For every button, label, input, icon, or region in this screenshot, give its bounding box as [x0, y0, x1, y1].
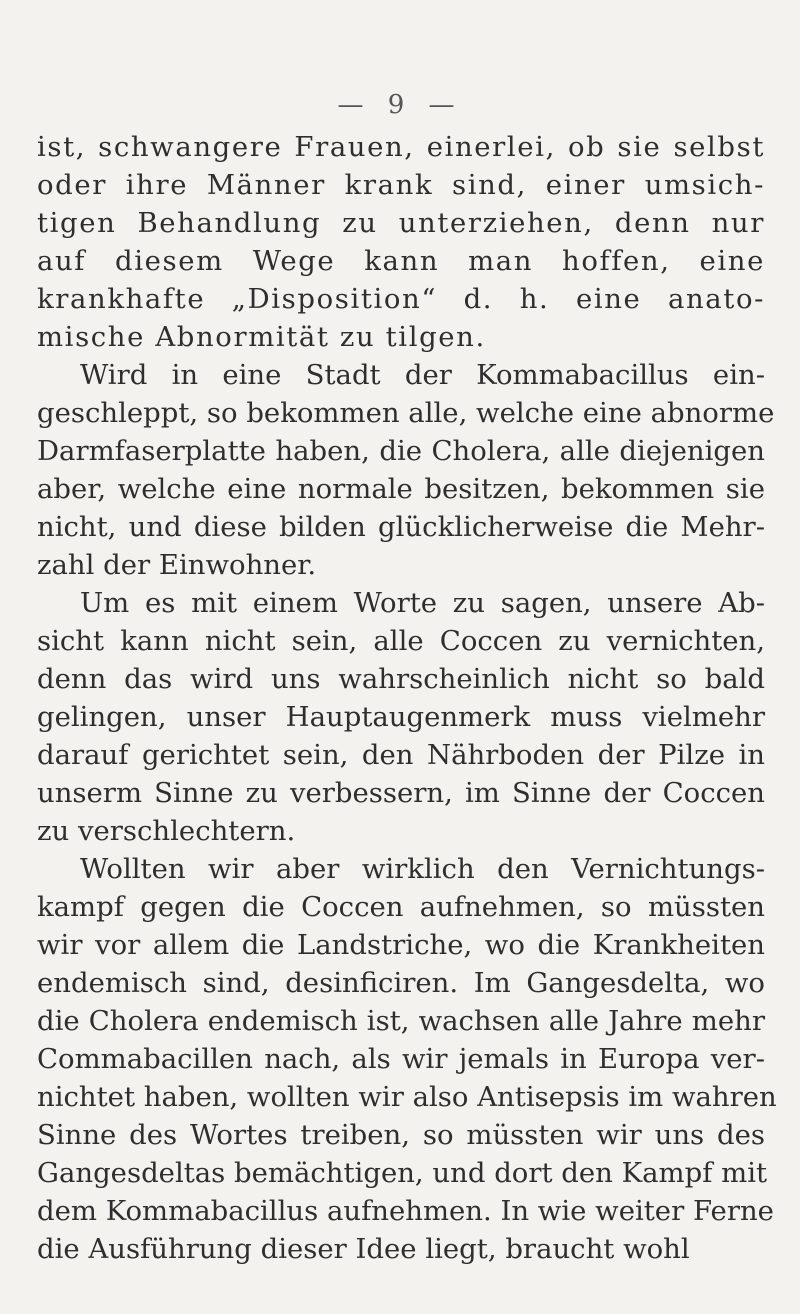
text-line: tigen Behandlung zu unterziehen, denn nur — [37, 207, 765, 239]
text-line: dem Kommabacillus aufnehmen. In wie weiter Ferne — [37, 1195, 774, 1227]
page-number: — 9 — — [337, 90, 463, 120]
text-line: auf diesem Wege kann man hoffen, eine — [37, 245, 765, 277]
text-line: sicht kann nicht sein, alle Coccen zu vernichten, — [37, 625, 765, 657]
text-line: gelingen, unser Hauptaugenmerk muss vielmehr — [37, 701, 765, 733]
text-line: aber, welche eine normale besitzen, bekommen sie — [37, 473, 765, 505]
text-line: die Ausführung dieser Idee liegt, braucht wohl — [37, 1233, 690, 1265]
text-line: Wird in eine Stadt der Kommabacillus ein- — [80, 359, 765, 391]
text-line: Wollten wir aber wirklich den Vernichtungs- — [80, 853, 765, 885]
text-line: kampf gegen die Coccen aufnehmen, so müssten — [37, 891, 765, 923]
text-line: darauf gerichtet sein, den Nährboden der Pilze in — [37, 739, 765, 771]
text-line: unserm Sinne zu verbessern, im Sinne der Coccen — [37, 777, 765, 809]
text-line: Gangesdeltas bemächtigen, und dort den Kampf mit — [37, 1157, 768, 1189]
text-line: denn das wird uns wahrscheinlich nicht so bald — [37, 663, 765, 695]
text-line: Um es mit einem Worte zu sagen, unsere Ab- — [80, 587, 765, 619]
text-line: zahl der Einwohner. — [37, 549, 317, 581]
text-line: endemisch sind, desinficiren. Im Gangesdelta, wo — [37, 967, 765, 999]
text-line: die Cholera endemisch ist, wachsen alle Jahre mehr — [37, 1005, 765, 1037]
text-line: zu verschlechtern. — [37, 815, 296, 847]
text-line: krankhafte „Disposition“ d. h. eine anato- — [37, 283, 765, 315]
text-line: geschleppt, so bekommen alle, welche eine abnorme — [37, 397, 775, 429]
text-line: mische Abnormität zu tilgen. — [37, 321, 486, 353]
text-line: ist, schwangere Frauen, einerlei, ob sie selbst — [37, 131, 765, 163]
text-line: wir vor allem die Landstriche, wo die Krankheiten — [37, 929, 765, 961]
text-line: Commabacillen nach, als wir jemals in Europa ver- — [37, 1043, 765, 1075]
text-line: nicht, und diese bilden glücklicherweise die Mehr- — [37, 511, 765, 543]
text-line: oder ihre Männer krank sind, einer umsich- — [37, 169, 765, 201]
text-line: Sinne des Wortes treiben, so müssten wir uns des — [37, 1119, 765, 1151]
text-line: nichtet haben, wollten wir also Antisepsis im wahren — [37, 1081, 777, 1113]
text-line: Darmfaserplatte haben, die Cholera, alle diejenigen — [37, 435, 765, 467]
